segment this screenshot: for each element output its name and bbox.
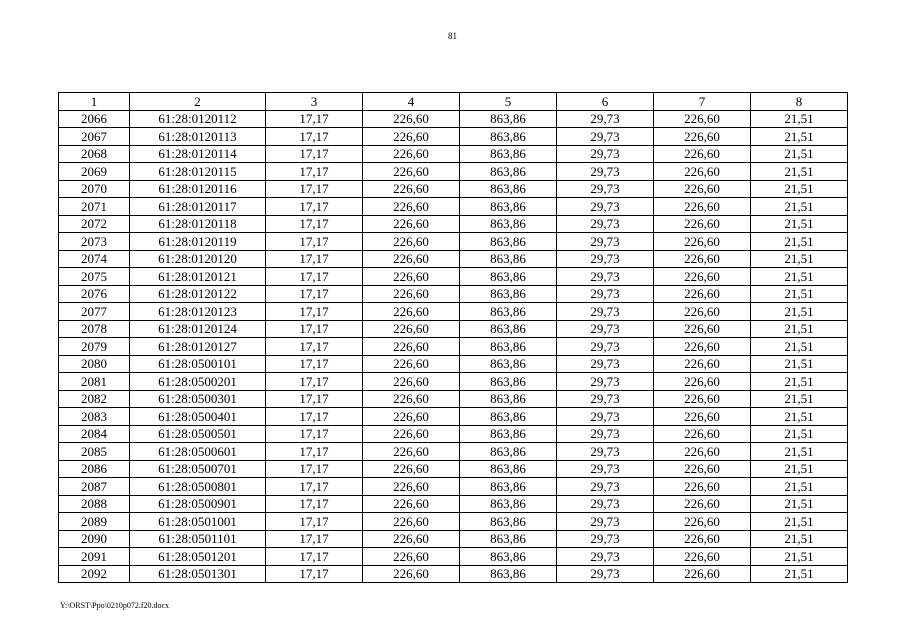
table-cell: 17,17: [266, 145, 363, 163]
table-cell: 2086: [59, 460, 130, 478]
table-cell: 2067: [59, 128, 130, 146]
table-cell: 226,60: [654, 495, 751, 513]
table-cell: 226,60: [363, 495, 460, 513]
table-cell: 61:28:0120123: [130, 303, 266, 321]
table-cell: 61:28:0120117: [130, 198, 266, 216]
table-cell: 226,60: [363, 233, 460, 251]
table-cell: 863,86: [460, 408, 557, 426]
table-cell: 61:28:0120119: [130, 233, 266, 251]
table-cell: 29,73: [557, 425, 654, 443]
table-cell: 21,51: [751, 373, 848, 391]
table-row: [59, 548, 848, 566]
table-cell: 21,51: [751, 128, 848, 146]
table-cell: 226,60: [654, 163, 751, 181]
table-cell: 29,73: [557, 443, 654, 461]
table-cell: 21,51: [751, 425, 848, 443]
table-cell: 226,60: [654, 250, 751, 268]
table-cell: 29,73: [557, 373, 654, 391]
table-cell: 226,60: [363, 145, 460, 163]
table-cell: 21,51: [751, 285, 848, 303]
table-cell: 2084: [59, 425, 130, 443]
table-cell: 61:28:0120115: [130, 163, 266, 181]
table-cell: 226,60: [363, 303, 460, 321]
table-cell: 17,17: [266, 530, 363, 548]
table-cell: 29,73: [557, 565, 654, 583]
table-cell: 21,51: [751, 390, 848, 408]
table-cell: 226,60: [363, 215, 460, 233]
table-cell: 226,60: [363, 355, 460, 373]
table-cell: 863,86: [460, 425, 557, 443]
table-cell: 21,51: [751, 355, 848, 373]
table-cell: 17,17: [266, 180, 363, 198]
table-cell: 17,17: [266, 110, 363, 128]
table-cell: 29,73: [557, 233, 654, 251]
table-cell: 17,17: [266, 443, 363, 461]
table-cell: 226,60: [654, 443, 751, 461]
table-cell: 863,86: [460, 163, 557, 181]
table-cell: 21,51: [751, 495, 848, 513]
table-cell: 29,73: [557, 320, 654, 338]
table-cell: 226,60: [363, 338, 460, 356]
table-row: [59, 530, 848, 548]
table-cell: 226,60: [654, 513, 751, 531]
table-row: [59, 233, 848, 251]
table-cell: 226,60: [363, 163, 460, 181]
table-row: [59, 163, 848, 181]
table-cell: 17,17: [266, 355, 363, 373]
table-cell: 17,17: [266, 285, 363, 303]
table-cell: 226,60: [363, 373, 460, 391]
column-header: 2: [130, 93, 266, 111]
table-cell: 226,60: [363, 530, 460, 548]
table-cell: 17,17: [266, 338, 363, 356]
table-row: [59, 215, 848, 233]
table-row: [59, 478, 848, 496]
table-cell: 2081: [59, 373, 130, 391]
table-cell: 29,73: [557, 250, 654, 268]
table-cell: 226,60: [654, 198, 751, 216]
table-cell: 61:28:0500701: [130, 460, 266, 478]
table-cell: 17,17: [266, 460, 363, 478]
table-cell: 226,60: [654, 128, 751, 146]
table-cell: 863,86: [460, 215, 557, 233]
file-path-footer: Y:\ORST\Ppo\0210p072.f20.docx: [60, 601, 170, 610]
table-row: [59, 250, 848, 268]
table-cell: 863,86: [460, 478, 557, 496]
table-cell: 2091: [59, 548, 130, 566]
table-cell: 226,60: [363, 425, 460, 443]
table-cell: 21,51: [751, 110, 848, 128]
table-cell: 61:28:0501301: [130, 565, 266, 583]
table-cell: 2066: [59, 110, 130, 128]
table-body: [59, 110, 848, 583]
table-cell: 29,73: [557, 268, 654, 286]
table-cell: 226,60: [363, 285, 460, 303]
table-cell: 61:28:0501201: [130, 548, 266, 566]
table-cell: 863,86: [460, 513, 557, 531]
table-cell: 17,17: [266, 408, 363, 426]
table-cell: 226,60: [363, 268, 460, 286]
table-cell: 226,60: [363, 128, 460, 146]
table-cell: 29,73: [557, 408, 654, 426]
column-header: 1: [59, 93, 130, 111]
table-cell: 29,73: [557, 215, 654, 233]
table-cell: 61:28:0500401: [130, 408, 266, 426]
table-cell: 61:28:0120114: [130, 145, 266, 163]
table-cell: 863,86: [460, 338, 557, 356]
table-cell: 29,73: [557, 338, 654, 356]
table-cell: 2078: [59, 320, 130, 338]
table-row: [59, 303, 848, 321]
table-cell: 226,60: [654, 303, 751, 321]
table-cell: 226,60: [654, 285, 751, 303]
table-cell: 61:28:0120118: [130, 215, 266, 233]
table-cell: 17,17: [266, 425, 363, 443]
table-cell: 863,86: [460, 548, 557, 566]
table-cell: 29,73: [557, 110, 654, 128]
table-cell: 61:28:0500501: [130, 425, 266, 443]
table-cell: 17,17: [266, 548, 363, 566]
table-cell: 226,60: [363, 513, 460, 531]
table-cell: 61:28:0501001: [130, 513, 266, 531]
table-row: [59, 285, 848, 303]
table-cell: 2076: [59, 285, 130, 303]
table-cell: 21,51: [751, 145, 848, 163]
table-cell: 863,86: [460, 565, 557, 583]
table-row: [59, 425, 848, 443]
table-cell: 21,51: [751, 163, 848, 181]
table-cell: 61:28:0120121: [130, 268, 266, 286]
table-row: [59, 460, 848, 478]
column-header: 8: [751, 93, 848, 111]
table-cell: 2080: [59, 355, 130, 373]
table-cell: 226,60: [363, 408, 460, 426]
table-cell: 29,73: [557, 180, 654, 198]
table-row: [59, 198, 848, 216]
table-row: [59, 408, 848, 426]
table-cell: 863,86: [460, 128, 557, 146]
table-cell: 2069: [59, 163, 130, 181]
table-cell: 226,60: [363, 180, 460, 198]
table-cell: 226,60: [363, 460, 460, 478]
table-cell: 29,73: [557, 530, 654, 548]
table-cell: 29,73: [557, 390, 654, 408]
table-row: [59, 495, 848, 513]
table-cell: 61:28:0120122: [130, 285, 266, 303]
table-cell: 61:28:0120124: [130, 320, 266, 338]
table-cell: 226,60: [654, 110, 751, 128]
table-cell: 863,86: [460, 180, 557, 198]
column-header: 3: [266, 93, 363, 111]
table-cell: 17,17: [266, 268, 363, 286]
table-cell: 17,17: [266, 513, 363, 531]
column-header: 4: [363, 93, 460, 111]
table-cell: 61:28:0500301: [130, 390, 266, 408]
table-cell: 29,73: [557, 460, 654, 478]
table-cell: 17,17: [266, 495, 363, 513]
table-cell: 863,86: [460, 460, 557, 478]
table-cell: 863,86: [460, 268, 557, 286]
column-header: 6: [557, 93, 654, 111]
table-cell: 21,51: [751, 530, 848, 548]
table-cell: 226,60: [654, 338, 751, 356]
table-cell: 226,60: [654, 233, 751, 251]
table-cell: 226,60: [654, 180, 751, 198]
table-cell: 17,17: [266, 390, 363, 408]
table-cell: 17,17: [266, 478, 363, 496]
table-cell: 863,86: [460, 530, 557, 548]
table-cell: 61:28:0500901: [130, 495, 266, 513]
table-row: [59, 338, 848, 356]
table-row: [59, 355, 848, 373]
table-cell: 29,73: [557, 355, 654, 373]
table-cell: 21,51: [751, 233, 848, 251]
table-row: [59, 513, 848, 531]
table-cell: 21,51: [751, 320, 848, 338]
table-cell: 226,60: [654, 425, 751, 443]
table-cell: 2088: [59, 495, 130, 513]
table-cell: 29,73: [557, 548, 654, 566]
table-cell: 21,51: [751, 198, 848, 216]
table-cell: 226,60: [654, 460, 751, 478]
table-cell: 29,73: [557, 128, 654, 146]
table-cell: 226,60: [654, 320, 751, 338]
table-row: [59, 128, 848, 146]
table-cell: 2075: [59, 268, 130, 286]
table-row: [59, 145, 848, 163]
table-cell: 863,86: [460, 355, 557, 373]
column-header: 7: [654, 93, 751, 111]
data-table: [58, 92, 848, 583]
table-cell: 863,86: [460, 285, 557, 303]
table-cell: 2068: [59, 145, 130, 163]
table-cell: 17,17: [266, 128, 363, 146]
table-cell: 2089: [59, 513, 130, 531]
table-cell: 2077: [59, 303, 130, 321]
table-cell: 226,60: [654, 390, 751, 408]
table-cell: 863,86: [460, 233, 557, 251]
table-cell: 29,73: [557, 163, 654, 181]
table-cell: 61:28:0500201: [130, 373, 266, 391]
table-cell: 61:28:0120127: [130, 338, 266, 356]
table-cell: 17,17: [266, 198, 363, 216]
table-cell: 863,86: [460, 110, 557, 128]
table-row: [59, 565, 848, 583]
table-cell: 61:28:0500101: [130, 355, 266, 373]
table-cell: 226,60: [654, 478, 751, 496]
table-cell: 2071: [59, 198, 130, 216]
table-cell: 29,73: [557, 198, 654, 216]
table-cell: 29,73: [557, 495, 654, 513]
table-cell: 2092: [59, 565, 130, 583]
table-cell: 17,17: [266, 565, 363, 583]
table-cell: 226,60: [654, 268, 751, 286]
table-cell: 21,51: [751, 250, 848, 268]
table-cell: 61:28:0500801: [130, 478, 266, 496]
table-cell: 863,86: [460, 145, 557, 163]
table-cell: 226,60: [363, 320, 460, 338]
table-cell: 17,17: [266, 303, 363, 321]
table-cell: 29,73: [557, 145, 654, 163]
table-cell: 226,60: [654, 548, 751, 566]
table-cell: 863,86: [460, 373, 557, 391]
page-number: 81: [448, 31, 457, 41]
table-cell: 226,60: [654, 565, 751, 583]
table-cell: 29,73: [557, 513, 654, 531]
table-cell: 2073: [59, 233, 130, 251]
table-cell: 226,60: [654, 408, 751, 426]
table-cell: 226,60: [363, 478, 460, 496]
table-cell: 17,17: [266, 250, 363, 268]
table-cell: 17,17: [266, 233, 363, 251]
table-cell: 61:28:0500601: [130, 443, 266, 461]
table-cell: 17,17: [266, 163, 363, 181]
table-cell: 226,60: [363, 198, 460, 216]
table-cell: 17,17: [266, 373, 363, 391]
table-cell: 863,86: [460, 495, 557, 513]
table-cell: 2082: [59, 390, 130, 408]
table-cell: 17,17: [266, 320, 363, 338]
table-row: [59, 268, 848, 286]
table-cell: 61:28:0120116: [130, 180, 266, 198]
table-cell: 21,51: [751, 180, 848, 198]
table-cell: 226,60: [654, 355, 751, 373]
table-cell: 2083: [59, 408, 130, 426]
table-cell: 21,51: [751, 565, 848, 583]
table-cell: 863,86: [460, 250, 557, 268]
table-row: [59, 180, 848, 198]
table-row: [59, 390, 848, 408]
table-cell: 226,60: [363, 565, 460, 583]
table-cell: 21,51: [751, 548, 848, 566]
table-cell: 21,51: [751, 460, 848, 478]
table-cell: 2070: [59, 180, 130, 198]
table-cell: 226,60: [363, 110, 460, 128]
table-header-row: [59, 93, 848, 111]
table-cell: 61:28:0120113: [130, 128, 266, 146]
table-cell: 863,86: [460, 443, 557, 461]
table-cell: 21,51: [751, 338, 848, 356]
table-cell: 863,86: [460, 390, 557, 408]
table-cell: 21,51: [751, 268, 848, 286]
table-cell: 226,60: [363, 250, 460, 268]
table-row: [59, 110, 848, 128]
table-cell: 226,60: [363, 390, 460, 408]
table-cell: 863,86: [460, 320, 557, 338]
table-cell: 61:28:0120112: [130, 110, 266, 128]
table-row: [59, 320, 848, 338]
table-cell: 863,86: [460, 198, 557, 216]
table-cell: 21,51: [751, 303, 848, 321]
table-cell: 61:28:0501101: [130, 530, 266, 548]
table-cell: 226,60: [654, 145, 751, 163]
table-cell: 2079: [59, 338, 130, 356]
table-cell: 226,60: [654, 530, 751, 548]
table-cell: 863,86: [460, 303, 557, 321]
table-cell: 29,73: [557, 285, 654, 303]
table-cell: 226,60: [363, 443, 460, 461]
table-cell: 226,60: [654, 215, 751, 233]
table-cell: 226,60: [363, 548, 460, 566]
table-cell: 21,51: [751, 215, 848, 233]
table-cell: 2087: [59, 478, 130, 496]
table-cell: 2074: [59, 250, 130, 268]
table-row: [59, 443, 848, 461]
table-cell: 21,51: [751, 443, 848, 461]
table-cell: 2072: [59, 215, 130, 233]
table-cell: 29,73: [557, 303, 654, 321]
table-cell: 226,60: [654, 373, 751, 391]
table-cell: 21,51: [751, 408, 848, 426]
table-cell: 17,17: [266, 215, 363, 233]
table-cell: 61:28:0120120: [130, 250, 266, 268]
table-cell: 2085: [59, 443, 130, 461]
table-cell: 21,51: [751, 478, 848, 496]
table-row: [59, 373, 848, 391]
table-cell: 2090: [59, 530, 130, 548]
column-header: 5: [460, 93, 557, 111]
table-cell: 21,51: [751, 513, 848, 531]
table-cell: 29,73: [557, 478, 654, 496]
